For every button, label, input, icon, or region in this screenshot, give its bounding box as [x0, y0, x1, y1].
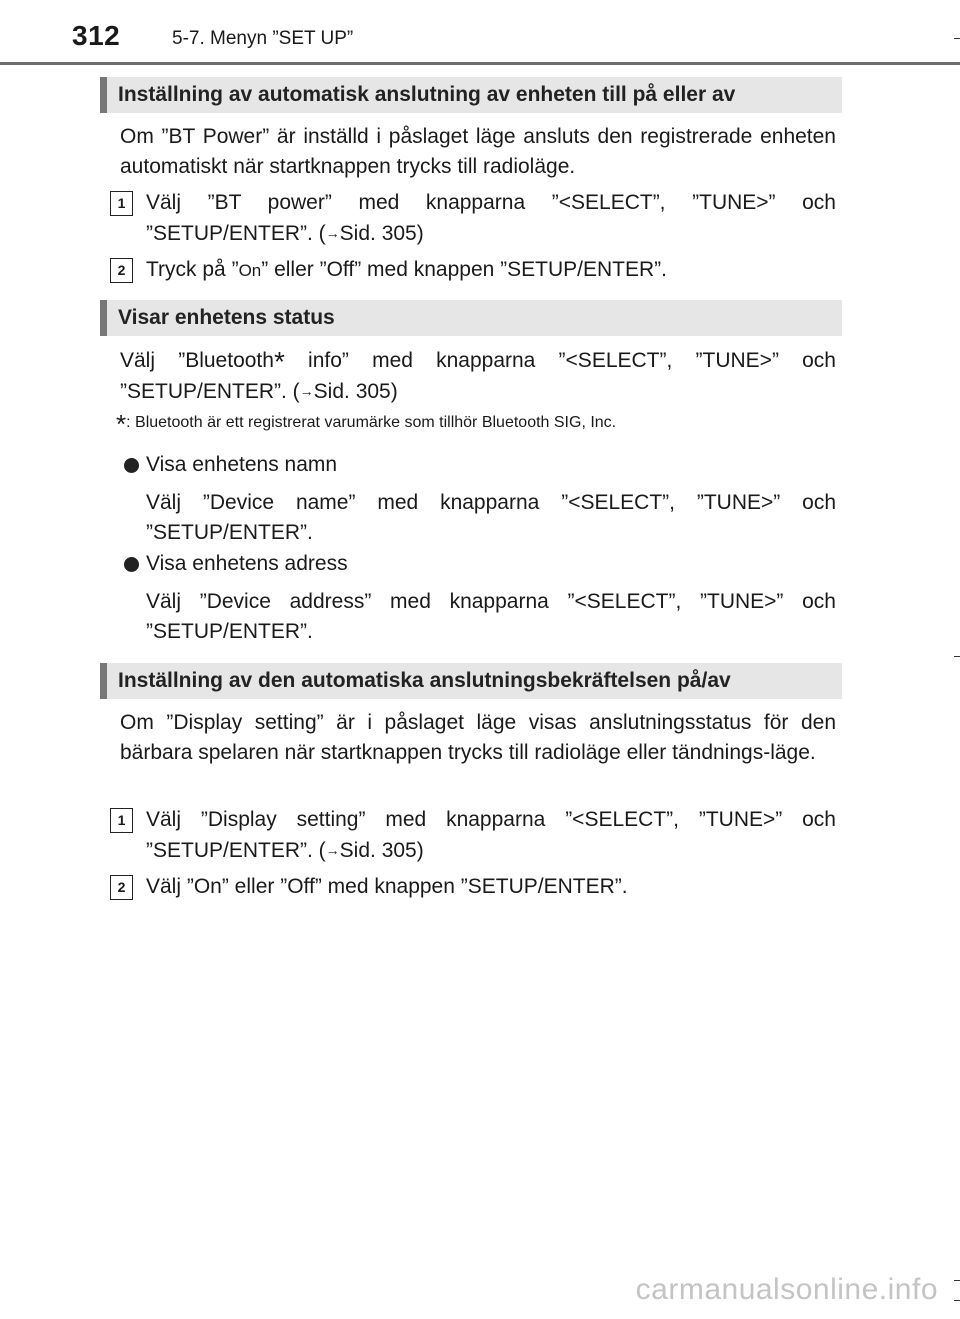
arrow-right-icon: → [325, 842, 340, 858]
arrow-right-icon: → [299, 383, 314, 399]
step-text: Välj ”BT power” med knapparna ”<SELECT”, ”TUNE>” och ”SETUP/ENTER”. (→Sid. 305) [146, 191, 836, 245]
section-intro: Om ”BT Power” är inställd i påslaget läge ansluts den registrerade enheten automatiskt när startknappen trycks till radioläge. [120, 125, 836, 178]
page-reference-link[interactable]: Sid. 305) [339, 222, 424, 245]
step-number: 1 [110, 191, 133, 216]
step-number: 2 [110, 875, 133, 900]
section-heading-connection-confirmation: Inställning av den automatiska anslutningsbekräftelsen på/av [100, 663, 842, 699]
crop-mark [954, 1300, 960, 1301]
step-text: Tryck på ”On” eller ”Off” med knappen ”SETUP/ENTER”. [146, 258, 667, 281]
bullet-text: Välj ”Device name” med knapparna ”<SELECT”, ”TUNE>” och ”SETUP/ENTER”. [146, 491, 836, 544]
crop-mark [954, 38, 960, 39]
step-text: Välj ”On” eller ”Off” med knappen ”SETUP/ENTER”. [146, 875, 628, 898]
section-intro: Om ”Display setting” är i påslaget läge visas anslutningsstatus för den bärbara spelaren när startknappen trycks till radioläge eller tändnings-läge. [120, 711, 836, 764]
watermark: carmanualsonline.info [635, 1273, 938, 1306]
footnote: *: Bluetooth är ett registrerat varumärke som tillhör Bluetooth SIG, Inc. [116, 409, 617, 439]
step-number: 2 [110, 258, 133, 283]
page-number: 312 [72, 20, 121, 51]
footnote-marker: * [273, 346, 285, 377]
footnote-marker: * [116, 409, 127, 439]
page-reference-link[interactable]: Sid. 305) [339, 839, 424, 862]
chapter-title: 5-7. Menyn ”SET UP” [172, 28, 354, 49]
arrow-right-icon: → [325, 225, 340, 241]
section-intro: Välj ”Bluetooth* info” med knapparna ”<SELECT”, ”TUNE>” och ”SETUP/ENTER”. (→Sid. 305) [120, 346, 836, 403]
header-rule [0, 62, 960, 65]
bullet-title: Visa enhetens adress [146, 552, 348, 575]
page-reference-link[interactable]: Sid. 305) [313, 380, 398, 403]
step-number: 1 [110, 808, 133, 833]
crop-mark [954, 656, 960, 657]
section-heading-device-status: Visar enhetens status [100, 300, 842, 336]
bullet-title: Visa enhetens namn [146, 453, 338, 476]
crop-mark [954, 1280, 960, 1281]
bullet-icon [124, 557, 139, 572]
step-text: Välj ”Display setting” med knapparna ”<SELECT”, ”TUNE>” och ”SETUP/ENTER”. (→Sid. 305) [146, 808, 836, 862]
bullet-icon [124, 458, 139, 473]
bullet-text: Välj ”Device address” med knapparna ”<SELECT”, ”TUNE>” och ”SETUP/ENTER”. [146, 590, 836, 643]
section-heading-auto-connect: Inställning av automatisk anslutning av enheten till på eller av [100, 77, 842, 113]
